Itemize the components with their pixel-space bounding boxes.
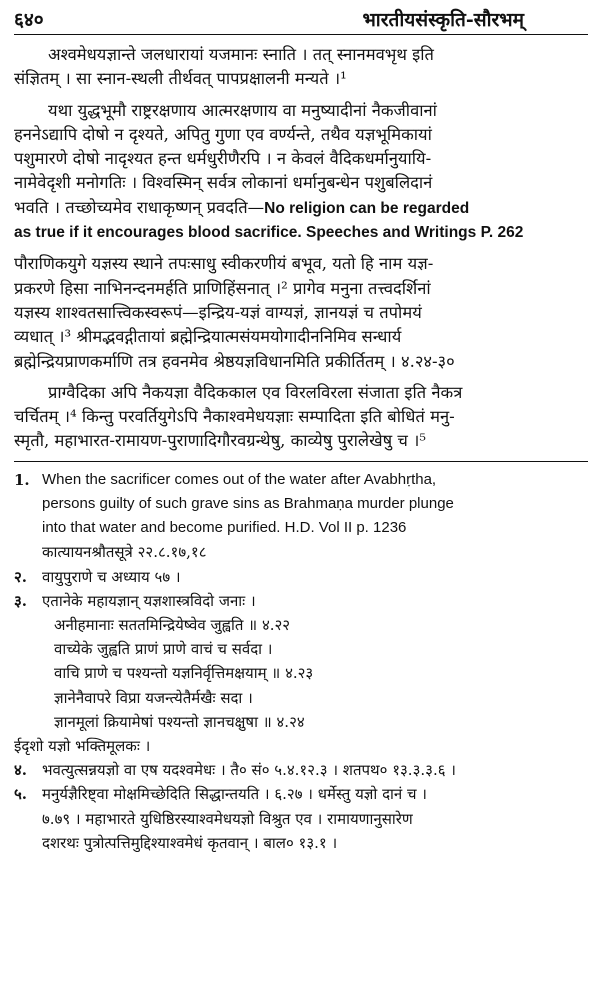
footnote-number: 1.: [14, 470, 30, 489]
paragraph-4: [14, 381, 588, 454]
text-line: हननेऽद्यापि दोषो न दृश्यते, अपितु गुणा एव वर्ण्यन्ते, तथैव यज्ञभूमिकायां: [14, 124, 432, 144]
footnote-text: वायुपुराणे च अध्याय ५७ ।: [42, 567, 181, 586]
text-line: संज्ञितम् । सा स्नान-स्थली तीर्थवत् पापप्रक्षालनी मन्यते ।¹: [14, 69, 347, 89]
paragraph-3: [14, 252, 588, 373]
footnote-number: ३.: [14, 591, 28, 610]
running-head: भारतीयसंस्कृति-सौरभम्: [362, 9, 524, 31]
footnote-5: [14, 782, 588, 855]
footnote-4: [14, 758, 588, 782]
footnote-text: कात्यायनश्रौतसूत्रे २२.८.१७,१८: [42, 543, 207, 562]
text-line: स्मृतौ, महाभारत-रामायण-पुराणादिगौरवग्रन्थेषु, काव्येषु पुरालेखेषु च ।⁵: [14, 431, 426, 451]
verse-line: वाचि प्राणे च पश्यन्तो यज्ञनिर्वृत्तिमक्षयाम् ॥ ४.२३: [54, 664, 314, 683]
text-line: अश्वमेधयज्ञान्ते जलधारायां यजमानः स्नाति । तत् स्नानमवभृथ इति: [48, 45, 434, 64]
paragraph-2: [14, 99, 588, 246]
english-quote: No religion can be regarded: [264, 199, 470, 217]
text-line: यज्ञस्य शाश्वतसात्त्विकस्वरूपं—इन्द्रिय-यज्ञं वाग्यज्ञं, ज्ञानयज्ञं च तपोमयं: [14, 302, 422, 322]
verse-line: ज्ञानेनैवापरे विप्रा यजन्त्येतैर्मखैः सदा ।: [54, 688, 253, 707]
verse-line: ज्ञानमूलां क्रियामेषां पश्यन्तो ज्ञानचक्षुषा ॥ ४.२४: [54, 712, 305, 731]
footnote-2: [14, 565, 588, 589]
footnote-number: ४.: [14, 761, 28, 780]
footnote-text: persons guilty of such grave sins as Brahmaṇa murder plunge: [42, 494, 454, 512]
footnote-text: एतानेके महायज्ञान् यज्ञशास्त्रविदो जनाः ।: [42, 591, 256, 610]
footnote-3: [14, 589, 588, 758]
text-line: व्यधात् ।³ श्रीमद्भवद्गीतायां ब्रह्मेन्द्रियात्मसंयमयोगादीननिमिव सन्धार्य: [14, 327, 402, 347]
text-line: चर्चितम् ।⁴ किन्तु परवर्तियुगेऽपि नैकाश्वमेधयज्ञाः सम्पादिता इति बोधितं मनु-: [14, 407, 455, 427]
footnote-text: ७.७९ । महाभारते युधिष्ठिरस्याश्वमेधयज्ञो विश्रुत एव । रामायणानुसारेण: [42, 809, 413, 828]
footnotes: [14, 468, 588, 855]
text-line: प्रकरणे हिसा नाभिनन्दनमर्हति प्राणिहिंसनात् ।² प्रागेव मनुना तत्त्वदर्शिनां: [14, 278, 431, 298]
footnote-text: भवत्युत्सन्नयज्ञो वा एष यदश्वमेधः । तै० सं० ५.४.१२.३ । शतपथ० १३.३.३.६ ।: [42, 761, 456, 780]
text-line: ब्रह्मेन्द्रियप्राणकर्माणि तत्र हवनमेव श्रेष्ठयज्ञविधानमिति प्रकीर्तितम् । ४.२४-३०: [14, 351, 455, 371]
footnote-number: २.: [14, 567, 28, 586]
verse-line: अनीहमानाः सततमिन्द्रियेष्वेव जुह्वति ॥ ४.२२: [54, 615, 291, 634]
text-line: पशुमारणे दोषो नादृश्यत हन्त धर्मधुरीणैरपि । न केवलं वैदिकधर्मानुयायि-: [14, 149, 432, 169]
footnote-text: दशरथः पुत्रोत्पत्तिमुद्दिश्याश्वमेधं कृतवान् । बाल० १३.१ ।: [42, 833, 338, 852]
footnote-text: ईदृशो यज्ञो भक्तिमूलकः ।: [14, 736, 151, 755]
text-fragment: भवति । तच्छोच्यमेव राधाकृष्णन् प्रवदति—: [14, 197, 265, 217]
text-line: प्राग्वैदिका अपि नैकयज्ञा वैदिककाल एव विरलविरला संजाता इति नैकत्र: [48, 382, 463, 402]
text-line: [14, 196, 588, 221]
footnote-separator: [14, 461, 588, 462]
header-rule: [14, 34, 588, 35]
english-quote-line: as true if it encourages blood sacrifice. Speeches and Writings P. 262: [14, 224, 524, 242]
footnote-text: मनुर्यज्ञैरिष्ट्वा मोक्षमिच्छेदिति सिद्धान्तयति । ६.२७ । धर्मेस्तु यज्ञो दानं च ।: [42, 785, 427, 804]
verse-line: वाच्येके जुह्वति प्राणं प्राणे वाचं च सर्वदा ।: [54, 640, 273, 659]
page-number: ६४०: [14, 9, 44, 31]
footnote-text: When the sacrificer comes out of the water after Avabhṛtha,: [42, 470, 437, 488]
text-line: यथा युद्धभूमौ राष्ट्ररक्षणाय आत्मरक्षणाय वा मनुष्यादीनां नैकजीवानां: [48, 100, 437, 120]
footnote-number: ५.: [14, 785, 28, 804]
paragraph-1: [14, 43, 588, 92]
page-header: [14, 6, 588, 32]
footnote-1: [14, 468, 588, 565]
footnote-text: into that water and become purified. H.D. Vol II p. 1236: [42, 519, 407, 537]
text-line: पौराणिकयुगे यज्ञस्य स्थाने तपःसाधु स्वीकरणीयं बभूव, यतो हि नाम यज्ञ-: [14, 254, 434, 274]
text-line: नामेवेदृशी मनोगतिः । विश्वस्मिन् सर्वत्र लोकानां धर्मानुबन्धेन पशुबलिदानं: [14, 173, 433, 193]
